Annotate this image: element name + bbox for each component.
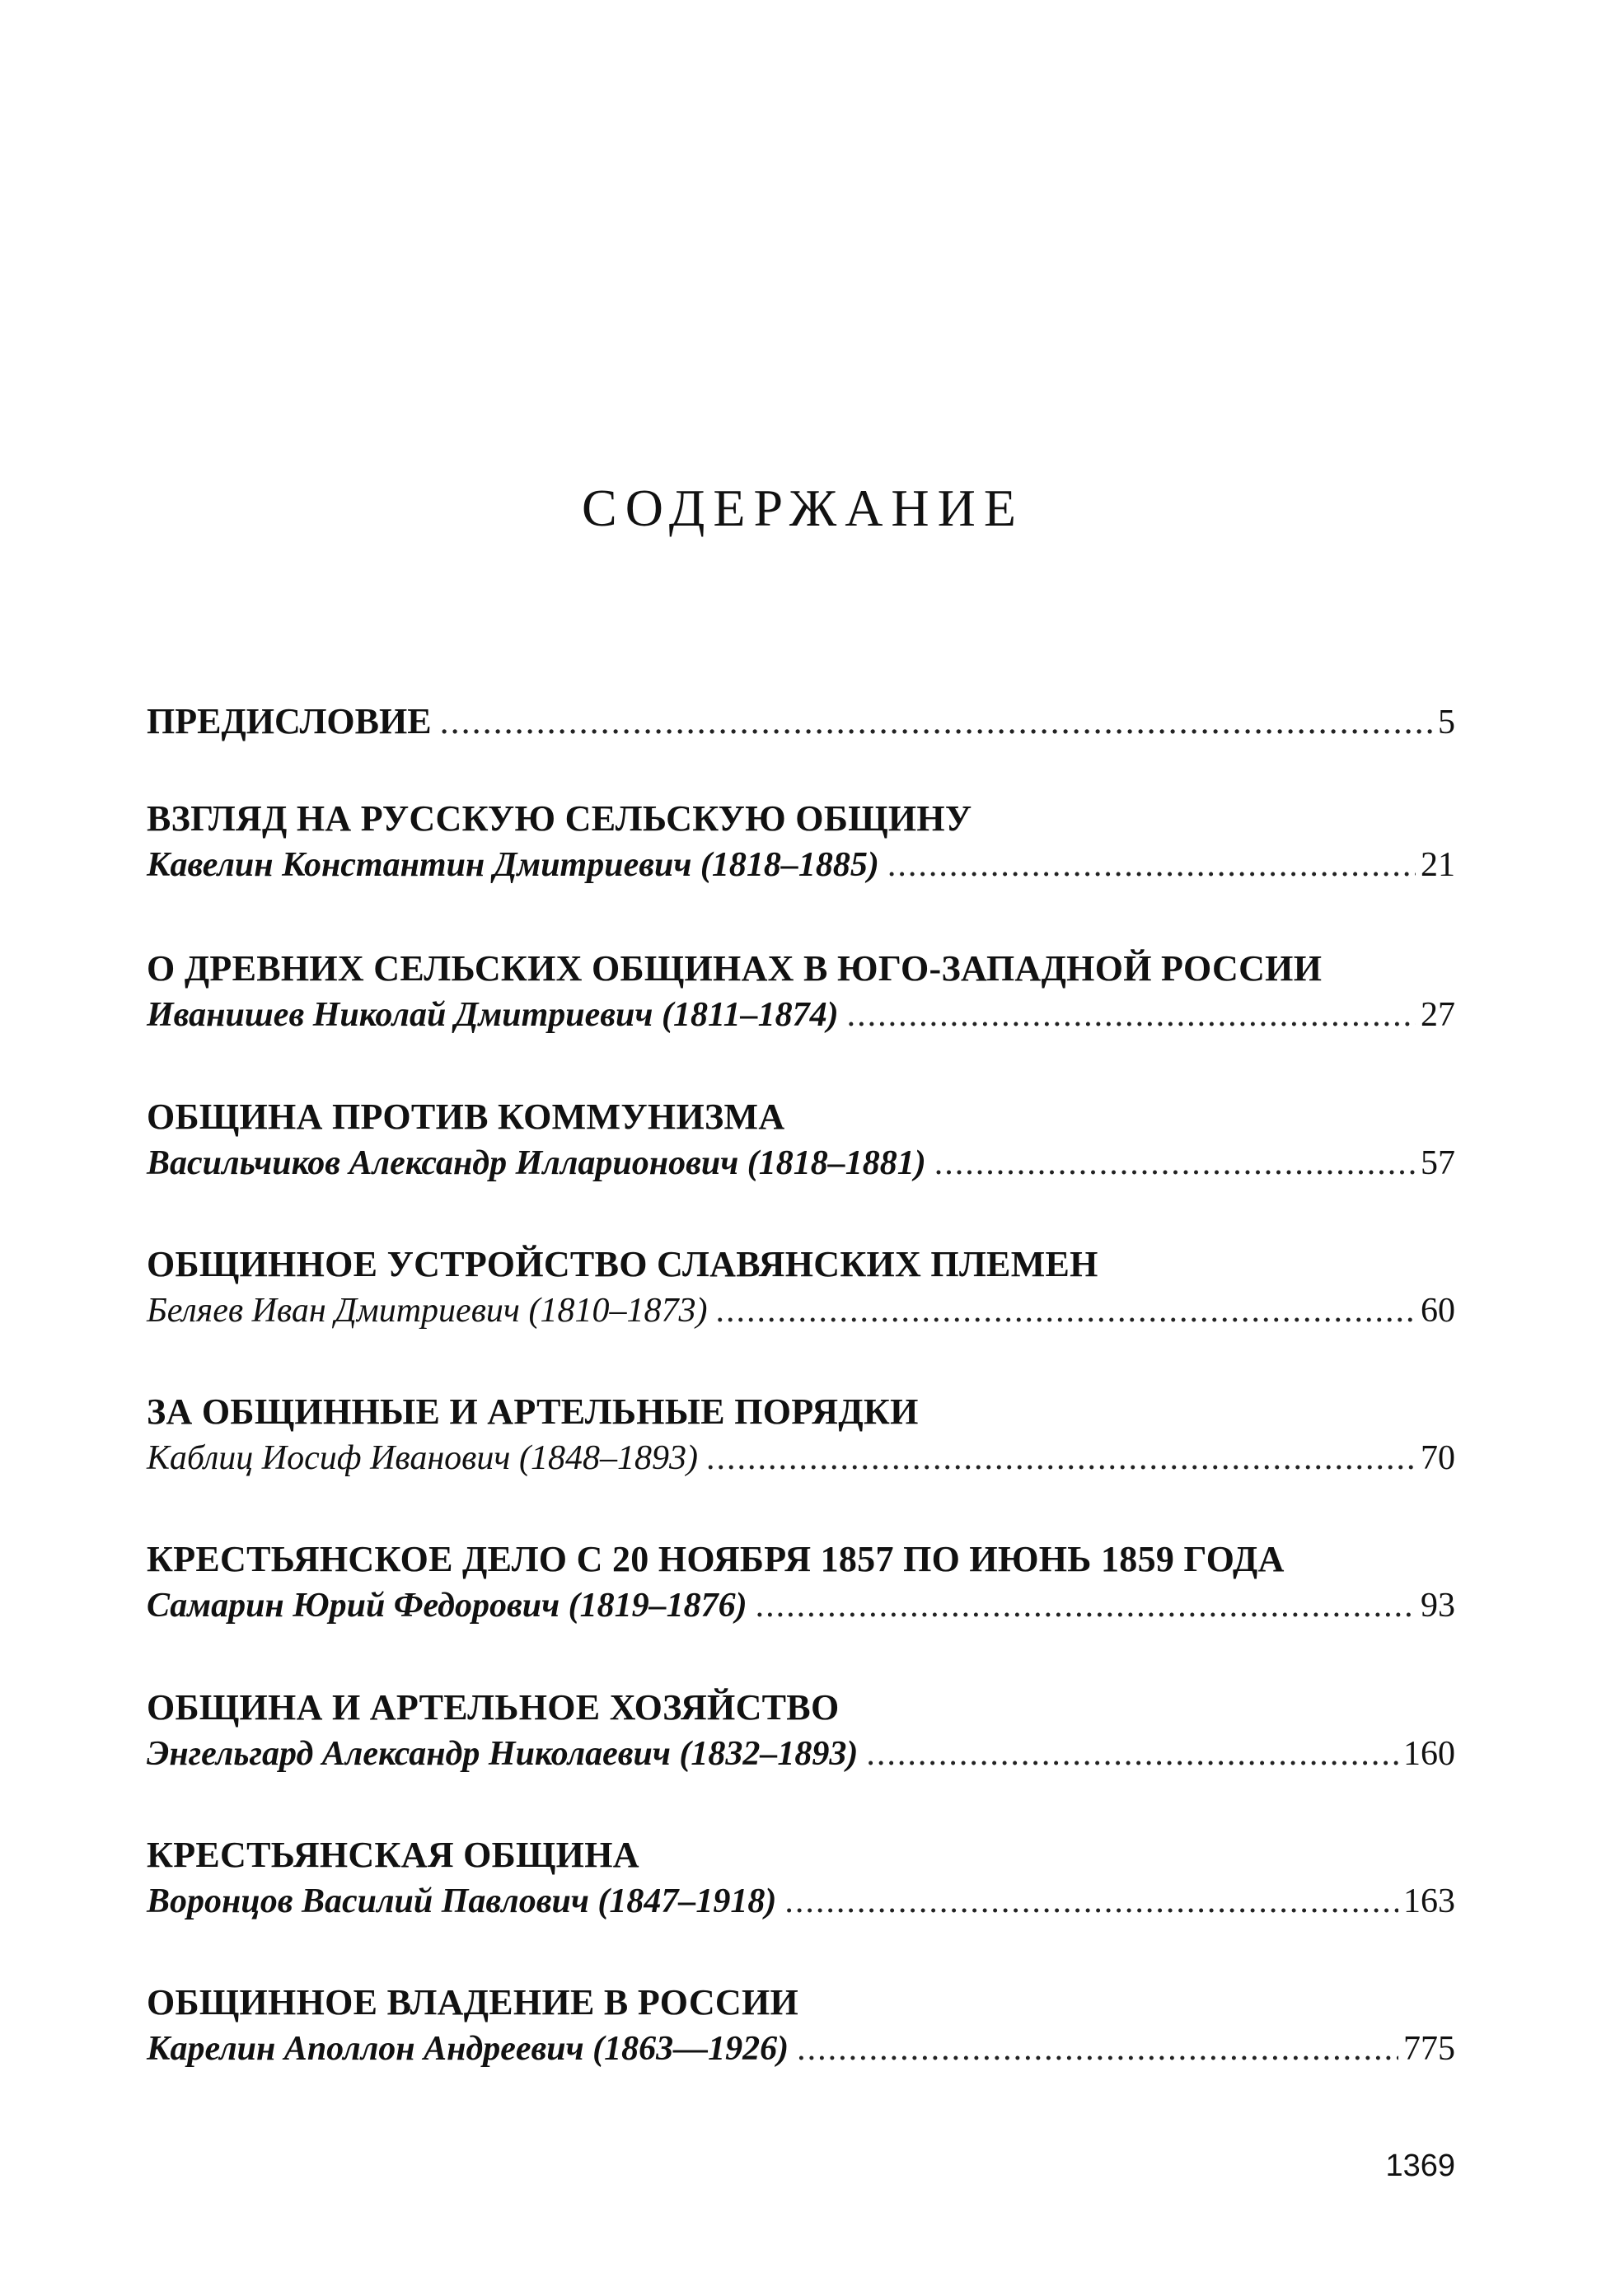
toc-entry[interactable] bbox=[147, 1536, 1455, 1629]
entry-author: Кавелин Константин Дмитриевич (1818–1885) bbox=[147, 846, 879, 884]
entry-title: О ДРЕВНИХ СЕЛЬСКИХ ОБЩИНАХ В ЮГО-ЗАПАДНОЙ РОССИИ bbox=[147, 948, 1323, 989]
toc-line bbox=[147, 2026, 1455, 2072]
entry-title: КРЕСТЬЯНСКОЕ ДЕЛО С 20 НОЯБРЯ 1857 ПО ИЮНЬ 1859 ГОДА bbox=[147, 1539, 1285, 1579]
dot-leader bbox=[887, 842, 1416, 888]
toc-line bbox=[147, 1288, 1455, 1334]
toc-entry-preface[interactable] bbox=[147, 699, 1455, 746]
entry-author: Каблиц Иосиф Иванович (1848–1893) bbox=[147, 1439, 698, 1477]
entry-title: ПРЕДИСЛОВИЕ bbox=[147, 701, 432, 741]
page-number: 27 bbox=[1421, 996, 1455, 1034]
entry-author: Иванишев Николай Дмитриевич (1811–1874) bbox=[147, 996, 839, 1034]
toc-entry[interactable] bbox=[147, 1832, 1455, 1924]
dot-leader bbox=[847, 992, 1416, 1038]
toc-line bbox=[147, 1731, 1455, 1777]
dot-leader bbox=[784, 1878, 1398, 1924]
entry-title: ОБЩИННОЕ УСТРОЙСТВО СЛАВЯНСКИХ ПЛЕМЕН bbox=[147, 1244, 1098, 1284]
toc-entry[interactable] bbox=[147, 1242, 1455, 1334]
dot-leader bbox=[756, 1583, 1416, 1629]
entry-author: Васильчиков Александр Илларионович (1818–1881) bbox=[147, 1144, 926, 1182]
toc-entry[interactable] bbox=[147, 946, 1455, 1038]
dot-leader bbox=[934, 1140, 1416, 1186]
entry-title: КРЕСТЬЯНСКАЯ ОБЩИНА bbox=[147, 1835, 639, 1875]
entry-title: ВЗГЛЯД НА РУССКУЮ СЕЛЬСКУЮ ОБЩИНУ bbox=[147, 798, 972, 839]
toc-line bbox=[147, 1435, 1455, 1481]
page-number: 21 bbox=[1421, 846, 1455, 884]
toc-line bbox=[147, 699, 1455, 746]
page-number: 60 bbox=[1421, 1292, 1455, 1330]
page-number: 775 bbox=[1403, 2030, 1455, 2068]
toc-line bbox=[147, 992, 1455, 1038]
toc-line bbox=[147, 1140, 1455, 1186]
table-of-contents bbox=[147, 0, 1455, 2296]
entry-author: Воронцов Василий Павлович (1847–1918) bbox=[147, 1882, 777, 1920]
toc-line bbox=[147, 1878, 1455, 1924]
dot-leader bbox=[440, 699, 1433, 745]
page-number: 160 bbox=[1403, 1735, 1455, 1773]
entry-title: ОБЩИНА ПРОТИВ КОММУНИЗМА bbox=[147, 1097, 785, 1137]
toc-entry[interactable] bbox=[147, 1980, 1455, 2072]
contents-heading: СОДЕРЖАНИЕ bbox=[582, 479, 1024, 537]
entry-author: Беляев Иван Дмитриевич (1810–1873) bbox=[147, 1292, 708, 1330]
entry-title: ОБЩИНА И АРТЕЛЬНОЕ ХОЗЯЙСТВО bbox=[147, 1687, 840, 1728]
entry-author: Самарин Юрий Федорович (1819–1876) bbox=[147, 1587, 747, 1625]
page-number: 93 bbox=[1421, 1587, 1455, 1625]
dot-leader bbox=[866, 1731, 1398, 1777]
toc-entry[interactable] bbox=[147, 1094, 1455, 1186]
page-number: 70 bbox=[1421, 1439, 1455, 1477]
toc-entry[interactable] bbox=[147, 1685, 1455, 1777]
toc-entry[interactable] bbox=[147, 1389, 1455, 1481]
dot-leader bbox=[706, 1435, 1416, 1481]
entry-author: Карелин Аполлон Андреевич (1863—1926) bbox=[147, 2030, 789, 2068]
page-number: 5 bbox=[1438, 704, 1455, 741]
page-number: 57 bbox=[1421, 1144, 1455, 1182]
toc-line bbox=[147, 842, 1455, 888]
toc-line bbox=[147, 1583, 1455, 1629]
entry-title: ЗА ОБЩИННЫЕ И АРТЕЛЬНЫЕ ПОРЯДКИ bbox=[147, 1391, 919, 1432]
dot-leader bbox=[715, 1288, 1416, 1334]
entry-title: ОБЩИННОЕ ВЛАДЕНИЕ В РОССИИ bbox=[147, 1982, 799, 2022]
page-number: 163 bbox=[1403, 1882, 1455, 1920]
page-folio-number: 1369 bbox=[1385, 2149, 1455, 2183]
entry-author: Энгельгард Александр Николаевич (1832–1893) bbox=[147, 1735, 859, 1773]
toc-entry[interactable] bbox=[147, 796, 1455, 888]
dot-leader bbox=[797, 2026, 1398, 2072]
